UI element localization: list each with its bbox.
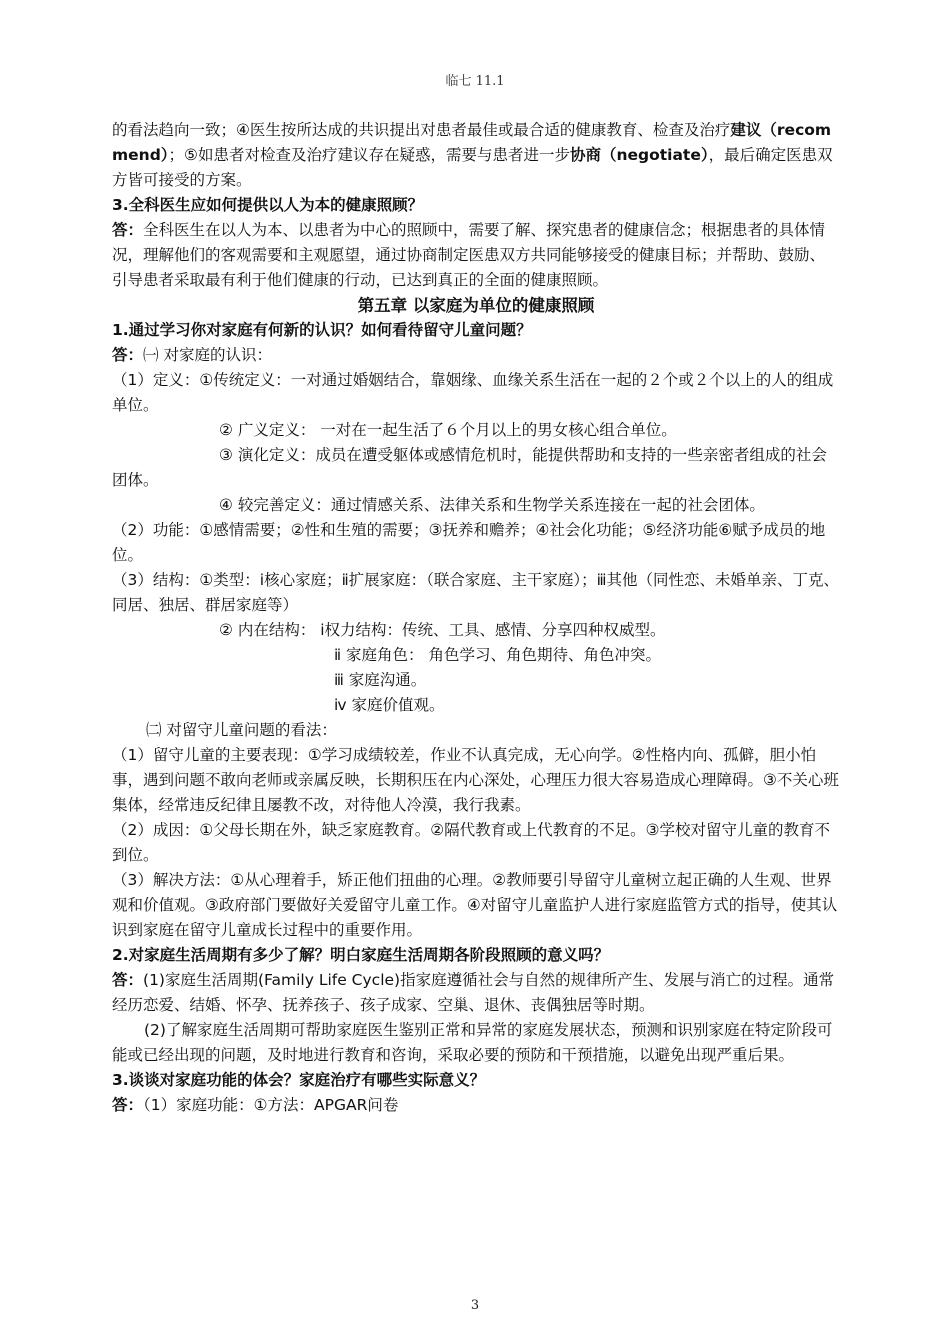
answer-1-intro: 答：㈠ 对家庭的认识： [112, 346, 272, 364]
definition-1: （1）定义：①传统定义：一对通过婚姻结合，靠姻缘、血缘关系生活在一起的２个或２个以上的人的组成单位。 [112, 371, 834, 414]
paragraph-continuation: 的看法趋向一致；④医生按所达成的共识提出对患者最佳或最合适的健康教育、检查及治疗建议（recommend）；⑤如患者对检查及治疗建议存在疑惑，需要与患者进一步协商（negotiate），最后确定医患双方皆可接受的方案。 [112, 121, 833, 189]
structure-values: ⅳ 家庭价值观。 [334, 696, 445, 714]
structure-roles: ⅱ 家庭角色： 角色学习、角色期待、角色冲突。 [334, 646, 661, 664]
definition-4: ④ 较完善定义：通过情感关系、法律关系和生物学关系连接在一起的社会团体。 [219, 496, 765, 514]
answer-2-para-1: 答：(1)家庭生活周期(Family Life Cycle)指家庭遵循社会与自然的规律所产生、发展与消亡的过程。通常经历恋爱、结婚、怀孕、抚养孩子、孩子成家、空巢、退休、丧偶独居等时期。 [112, 971, 835, 1014]
answer-3b: 答：（1）家庭功能：①方法：APGAR问卷 [112, 1096, 399, 1114]
left-behind-solutions: （3）解决方法：①从心理着手，矫正他们扭曲的心理。②教师要引导留守儿童树立起正确的人生观、世界观和价值观。③政府部门要做好关爱留守儿童工作。④对留守儿童监护人进行家庭监管方式的指导，使其认识到家庭在留守儿童成长过程中的重要作用。 [112, 871, 838, 939]
left-behind-causes: （2）成因：①父母长期在外，缺乏家庭教育。②隔代教育或上代教育的不足。③学校对留守儿童的教育不到位。 [112, 821, 831, 864]
structure-communication: ⅲ 家庭沟通。 [334, 671, 427, 689]
question-3: 3.全科医生应如何提供以人为本的健康照顾？ [112, 196, 424, 214]
question-3b: 3.谈谈对家庭功能的体会？家庭治疗有哪些实际意义？ [112, 1071, 486, 1089]
definition-3: ③ 演化定义：成员在遭受躯体或感情危机时，能提供帮助和支持的一些亲密者组成的社会团体。 [112, 446, 827, 489]
answer-3: 答：全科医生在以人为本、以患者为中心的照顾中，需要了解、探究患者的健康信念；根据患者的具体情况，理解他们的客观需要和主观愿望，通过协商制定医患双方共同能够接受的健康目标；并帮助、鼓励、引导患者采取最有利于他们健康的行动，已达到真正的全面的健康照顾。 [112, 221, 826, 289]
document-body [112, 118, 840, 1118]
question-1: 1.通过学习你对家庭有何新的认识？如何看待留守儿童问题？ [112, 321, 532, 339]
answer-1-part-2: ㈡ 对留守儿童问题的看法： [146, 721, 337, 739]
answer-2-para-2: (2)了解家庭生活周期可帮助家庭医生鉴别正常和异常的家庭发展状态，预测和识别家庭在特定阶段可能或已经出现的问题，及时地进行教育和咨询，采取必要的预防和干预措施，以避免出现严重后果。 [112, 1021, 833, 1064]
keyword-negotiate: 协商（negotiate） [569, 146, 709, 164]
chapter-title: 第五章 以家庭为单位的健康照顾 [357, 296, 595, 315]
structure-types: （3）结构：①类型：ⅰ核心家庭；ⅱ扩展家庭：（联合家庭、主干家庭）；ⅲ其他（同性恋、未婚单亲、丁克、同居、独居、群居家庭等） [112, 571, 840, 614]
left-behind-symptoms: （1）留守儿童的主要表现：①学习成绩较差，作业不认真完成，无心向学。②性格内向、孤僻，胆小怕事，遇到问题不敢向老师或亲属反映，长期积压在内心深处，心理压力很大容易造成心理障碍。③不关心班集体，经常违反纪律且屡教不改，对待他人冷漠，我行我素。 [112, 746, 839, 814]
page-number: 3 [470, 1298, 480, 1313]
keyword-recommend: 建议（recommend） [112, 121, 832, 164]
page-header: 临七 11.1 [445, 74, 505, 89]
function-list: （2）功能：①感情需要；②性和生殖的需要；③抚养和赡养；④社会化功能；⑤经济功能⑥赋予成员的地位。 [112, 521, 826, 564]
structure-inner: ② 内在结构： ⅰ权力结构：传统、工具、感情、分享四种权威型。 [219, 621, 666, 639]
question-2: 2.对家庭生活周期有多少了解？明白家庭生活周期各阶段照顾的意义吗？ [112, 946, 610, 964]
definition-2: ② 广义定义： 一对在一起生活了６个月以上的男女核心组合单位。 [219, 421, 677, 439]
